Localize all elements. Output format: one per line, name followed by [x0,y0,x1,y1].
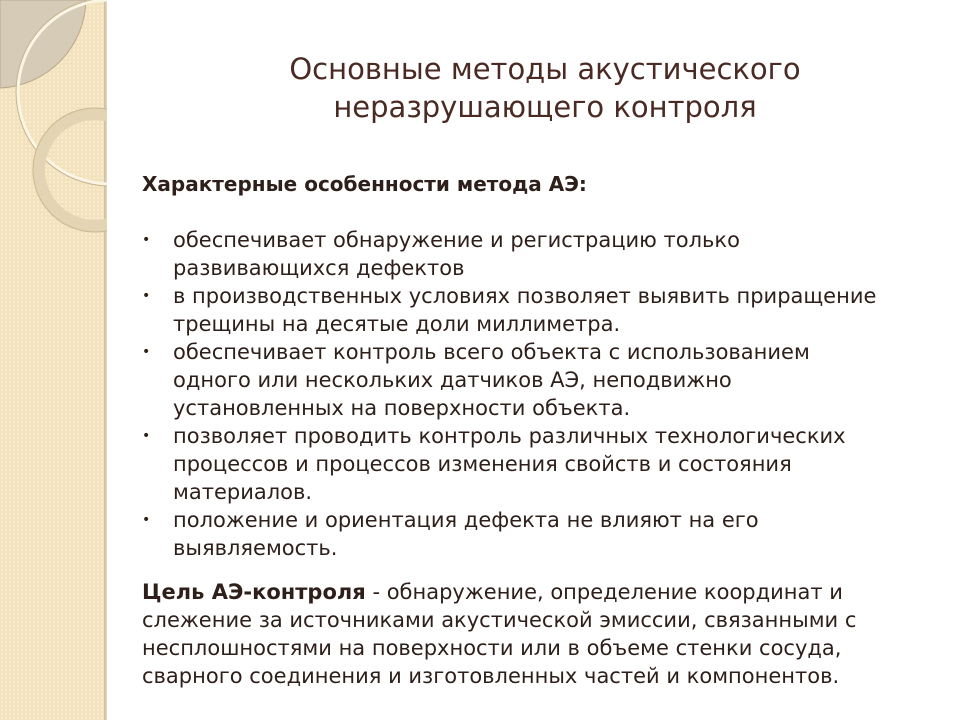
bullet-icon: • [142,428,151,444]
list-item: • в производственных условиях позволяет выявить приращение трещины на десятые доли миллиметра. [142,284,877,336]
bullet-icon: • [142,512,151,528]
list-item: • обеспечивает обнаружение и регистрацию только развивающихся дефектов [142,228,740,280]
goal-paragraph [142,578,882,690]
list-item: • позволяет проводить контроль различных технологических процессов и процессов изменения свойств и состояния материалов. [142,424,846,504]
goal-text: - обнаружение, определение координат и слежение за источниками акустической эмиссии, связанными с несплошностями на поверхности или в объеме стенки сосуда, сварного соединения и изготовленных частей и компонентов. [142,580,857,688]
list-item: • положение и ориентация дефекта не влияют на его выявляемость. [142,508,759,560]
goal-label: Цель АЭ-контроля [142,580,366,604]
title-line-2: неразрушающего контроля [333,90,757,124]
bullet-icon: • [142,288,151,304]
slide-title [230,50,860,126]
bullet-icon: • [142,232,151,248]
list-item: • обеспечивает контроль всего объекта с использованием одного или нескольких датчиков АЭ, неподвижно установленных на поверхности объекта. [142,340,810,420]
title-line-1: Основные методы акустического [289,52,801,86]
features-subheading: Характерные особенности метода АЭ: [142,172,587,196]
decorative-circles-icon [0,0,107,240]
slide-body [142,170,882,690]
features-list [142,226,882,562]
bullet-icon: • [142,344,151,360]
